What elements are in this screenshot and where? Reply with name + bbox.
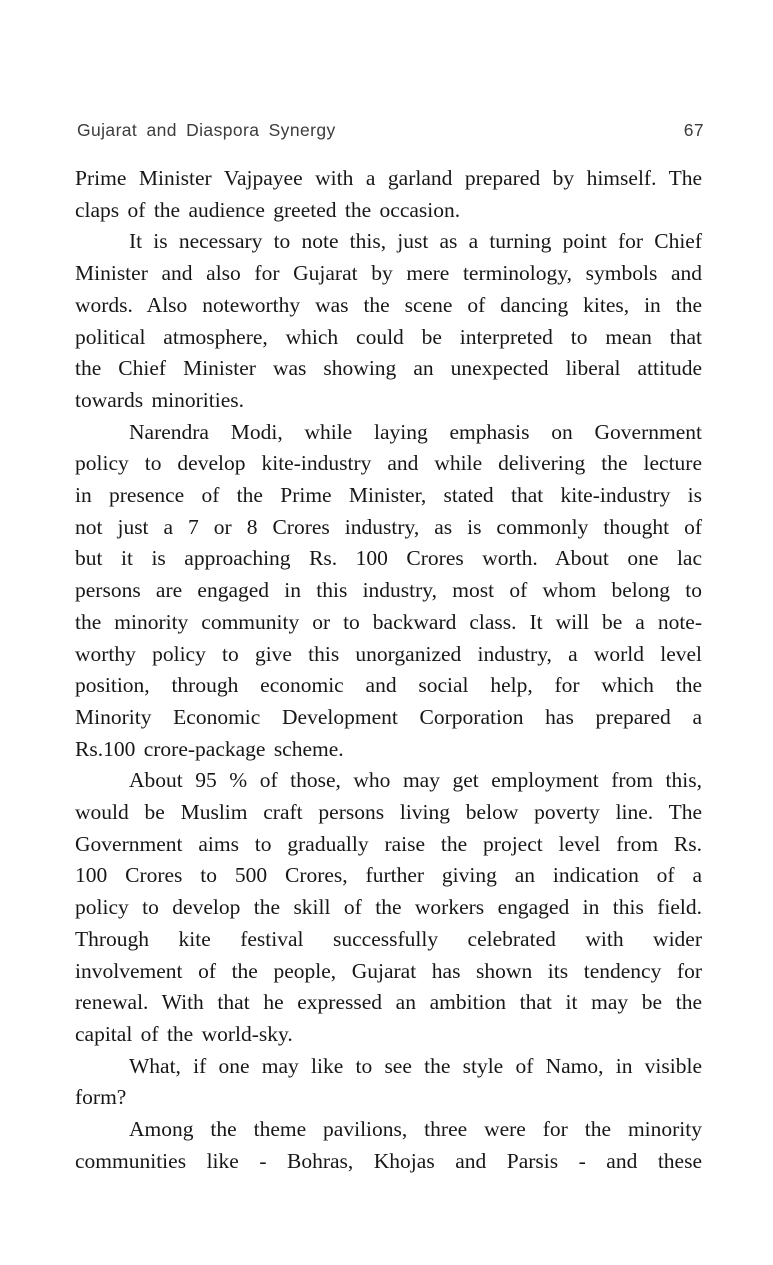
text-line: in presence of the Prime Minister, stated that kite-industry is [75,483,702,508]
text-line: communities like - Bohras, Khojas and Parsis - and these [75,1148,702,1173]
text-line: 100 Crores to 500 Crores, further giving an indication of a [75,863,702,888]
text-line: would be Muslim craft persons living below poverty line. The [75,800,702,825]
page-body [75,163,702,1178]
text-line: towards minorities. [75,387,245,412]
text-line: Government aims to gradually raise the project level from Rs. [75,831,702,856]
text-line: Narendra Modi, while laying emphasis on Government [129,419,702,444]
text-line: Prime Minister Vajpayee with a garland prepared by himself. The [75,166,702,190]
text-line: persons are engaged in this industry, most of whom belong to [75,578,702,603]
text-line: Minority Economic Development Corporation has prepared a [75,704,702,729]
running-header [77,120,704,141]
paragraph [75,765,702,1050]
paragraph [75,226,702,416]
paragraph [75,1051,702,1114]
text-line: Among the theme pavilions, three were for the minority [129,1117,702,1142]
text-line: policy to develop the skill of the workers engaged in this field. [75,895,702,920]
text-line: form? [75,1085,127,1110]
text-line: the minority community or to backward class. It will be a note- [75,609,702,634]
paragraph [75,1114,702,1177]
paragraph [75,163,702,226]
text-line: political atmosphere, which could be interpreted to mean that [75,324,702,349]
text-line: Through kite festival successfully celebrated with wider [75,926,702,951]
text-line: policy to develop kite-industry and while delivering the lecture [75,451,702,476]
text-line: worthy policy to give this unorganized industry, a world level [75,641,702,666]
running-header-title: Gujarat and Diaspora Synergy [77,120,336,140]
text-line: words. Also noteworthy was the scene of dancing kites, in the [75,292,702,317]
text-line: renewal. With that he expressed an ambition that it may be the [75,990,702,1015]
text-line: involvement of the people, Gujarat has shown its tendency for [75,958,702,983]
text-line: Minister and also for Gujarat by mere terminology, symbols and [75,261,702,286]
text-line: About 95 % of those, who may get employment from this, [129,768,702,793]
text-line: What, if one may like to see the style of Namo, in visible [129,1053,702,1078]
text-line: Rs.100 crore-package scheme. [75,736,344,761]
text-line: capital of the world-sky. [75,1021,293,1046]
page-number: 67 [683,120,704,140]
text-line: position, through economic and social help, for which the [75,673,702,698]
paragraph [75,417,702,766]
text-line: It is necessary to note this, just as a turning point for Chief [129,229,702,254]
text-line: but it is approaching Rs. 100 Crores worth. About one lac [75,546,702,571]
text-line: the Chief Minister was showing an unexpected liberal attitude [75,356,702,381]
text-line: claps of the audience greeted the occasion. [75,197,461,222]
text-line: not just a 7 or 8 Crores industry, as is commonly thought of [75,514,702,539]
